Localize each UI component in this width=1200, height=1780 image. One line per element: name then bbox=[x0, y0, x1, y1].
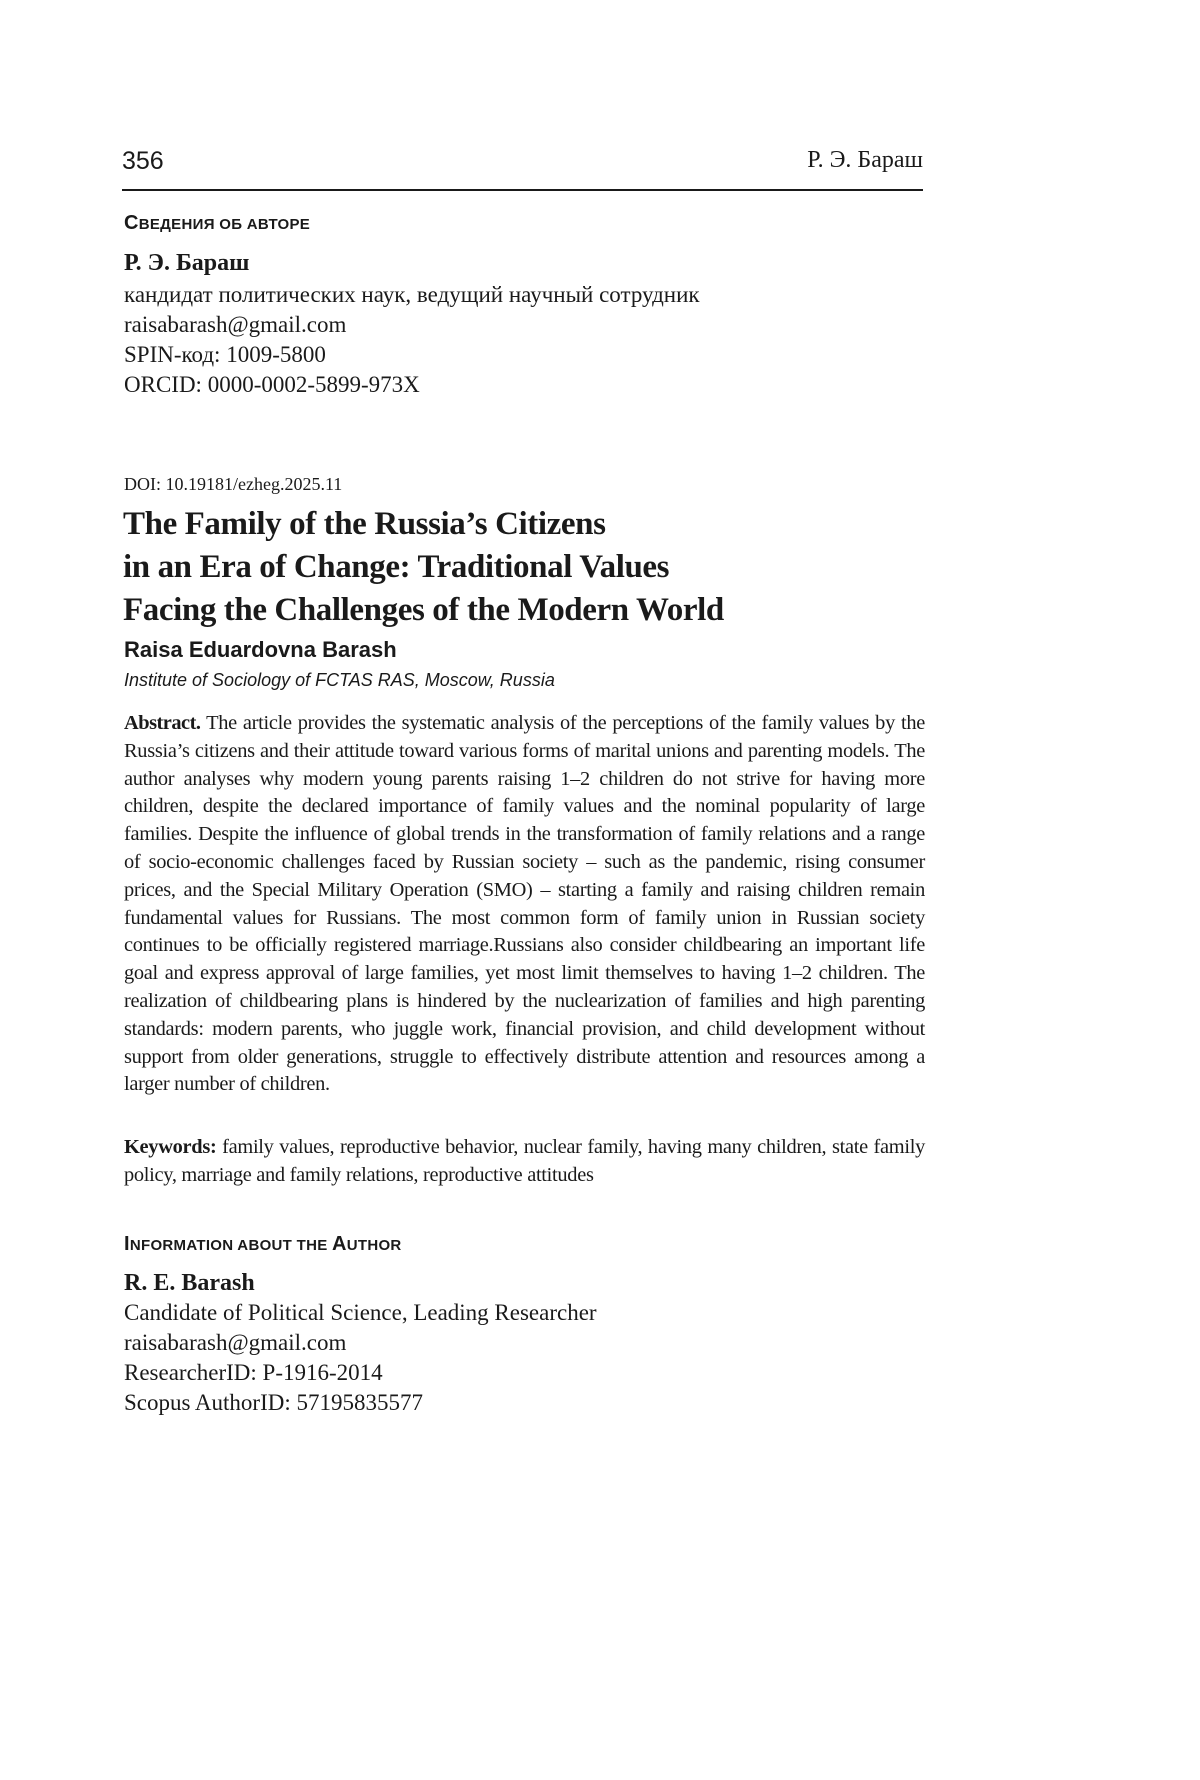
author-degree-en: Candidate of Political Science, Leading Researcher bbox=[124, 1300, 597, 1325]
keywords bbox=[124, 1134, 925, 1190]
author-orcid: ORCID: 0000-0002-5899-973X bbox=[124, 372, 420, 397]
header-rule bbox=[122, 189, 923, 191]
title-line: Facing the Challenges of the Modern World bbox=[123, 592, 724, 628]
article-title bbox=[123, 503, 724, 632]
abstract bbox=[124, 710, 925, 1099]
title-line: in an Era of Change: Traditional Values bbox=[123, 549, 670, 585]
author-name-ru: Р. Э. Бараш bbox=[124, 250, 250, 276]
author-name-en: R. E. Barash bbox=[124, 1270, 255, 1296]
doi: DOI: 10.19181/ezheg.2025.11 bbox=[124, 474, 343, 494]
title-line: The Family of the Russia’s Citizens bbox=[123, 506, 606, 542]
running-head: Р. Э. Бараш bbox=[807, 147, 923, 173]
keywords-text: family values, reproductive behavior, nuclear family, having many children, state family policy, marriage and family relations, reproductive attitudes bbox=[124, 1136, 925, 1186]
author-spin: SPIN-код: 1009-5800 bbox=[124, 342, 326, 367]
keywords-label: Keywords: bbox=[124, 1136, 217, 1158]
author-email-en: raisabarash@gmail.com bbox=[124, 1330, 347, 1355]
author-scopus-id: Scopus AuthorID: 57195835577 bbox=[124, 1390, 423, 1415]
article-author: Raisa Eduardovna Barash bbox=[124, 637, 397, 662]
author-degree-ru: кандидат политических наук, ведущий научный сотрудник bbox=[124, 282, 700, 307]
author-researcher-id: ResearcherID: P-1916-2014 bbox=[124, 1360, 383, 1385]
author-email-ru: raisabarash@gmail.com bbox=[124, 312, 347, 337]
affiliation: Institute of Sociology of FCTAS RAS, Moscow, Russia bbox=[124, 670, 555, 690]
page-number: 356 bbox=[122, 147, 164, 175]
abstract-text: The article provides the systematic analysis of the perceptions of the family values by the Russia’s citizens and their attitude toward various forms of marital unions and parenting models. The author analyses why modern young parents raising 1–2 children do not strive for having more children, despite the declared importance of family values and the nominal popularity of large families. Despite the influence of global trends in the transformation of family relations and a range of socio-economic challenges faced by Russian society – such as the pandemic, rising consumer prices, and the Special Military Operation (SMO) – starting a family and raising children remain fundamental values for Russians. The most common form of family union in Russian society continues to be officially registered marriage.Russians also consider childbearing an important life goal and express approval of large families, yet most limit themselves to having 1–2 children. The realization of childbearing plans is hindered by the nuclearization of families and high parenting standards: modern parents, who juggle work, financial provision, and child development without support from older generations, struggle to effectively distribute attention and resources among a larger number of children. bbox=[124, 712, 925, 1096]
author-info-ru-heading: СВЕДЕНИЯ ОБ АВТОРЕ bbox=[124, 212, 311, 234]
abstract-label: Abstract. bbox=[124, 712, 201, 734]
author-info-en-heading: INFORMATION ABOUT THE AUTHOR bbox=[124, 1233, 402, 1255]
